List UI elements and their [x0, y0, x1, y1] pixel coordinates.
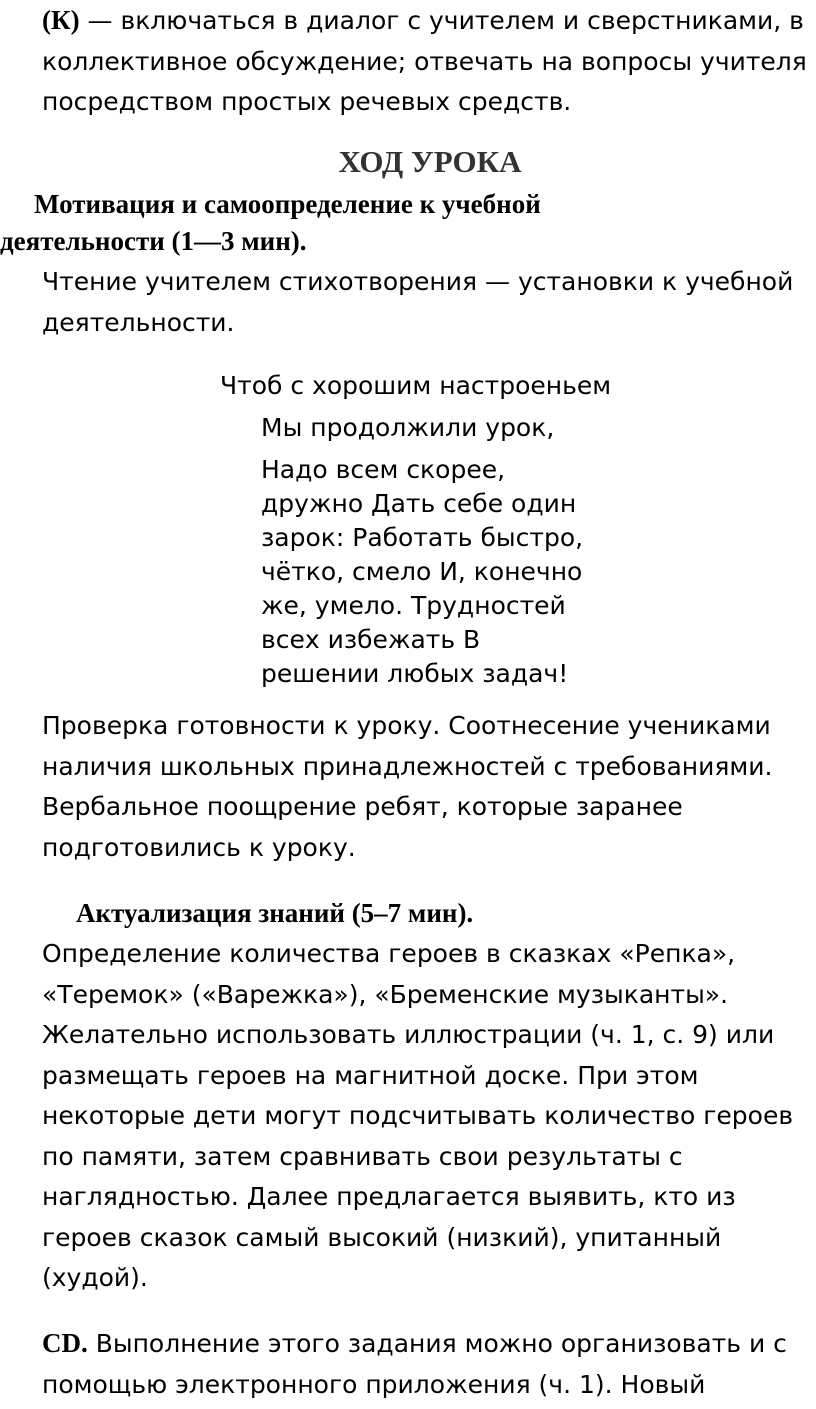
paragraph-cd — [42, 1323, 812, 1405]
paragraph-actualization: Определение количества героев в сказках «Репка», «Теремок» («Варежка»), «Бременские музыканты». Желательно использовать иллюстрации (ч. 1, с. 9) или размещать героев на магнитной доске. При этом некоторые дети могут подсчитывать количество героев по памяти, затем сравнивать свои результаты с наглядностью. Далее предлагается выявить, кто из героев сказок самый высокий (низкий), упитанный (худой). — [42, 939, 794, 1292]
paragraph-teacher-reading: Чтение учителем стихотворения — установки к учебной деятельности. — [42, 267, 794, 337]
poem-stanza: Надо всем скорее, дружно Дать себе один зарок: Работать быстро, чётко, смело И, конечно же, умело. Трудностей всех избежать В решении любых задач! — [261, 455, 584, 688]
poem-line-1: Чтоб с хорошим настроеньем — [220, 371, 612, 400]
paragraph-communicative-skills — [42, 0, 812, 123]
section-heading-motivation-line1: Мотивация и самоопределение к учебной — [34, 189, 541, 219]
paragraph-text: Выполнение этого задания можно организовать и с помощью электронного приложения (ч. 1). Новый — [42, 1329, 787, 1399]
section-heading-motivation-line2: деятельности (1—3 мин). — [0, 226, 307, 256]
section-heading-actualization: Актуализация знаний (5–7 мин). — [76, 898, 474, 928]
page-title: ХОД УРОКА — [338, 144, 522, 179]
paragraph-lead-k: (К) — [42, 5, 80, 35]
poem-line-2: Мы продолжили урок, — [261, 413, 555, 442]
paragraph-readiness-check: Проверка готовности к уроку. Соотнесение учениками наличия школьных принадлежностей с требованиями. Вербальное поощрение ребят, которые заранее подготовились к уроку. — [42, 711, 773, 862]
paragraph-lead-cd: CD. — [42, 1328, 88, 1358]
paragraph-text: — включаться в диалог с учителем и сверстниками, в коллективное обсуждение; отвечать на вопросы учителя посредством простых речевых средств. — [42, 6, 807, 116]
